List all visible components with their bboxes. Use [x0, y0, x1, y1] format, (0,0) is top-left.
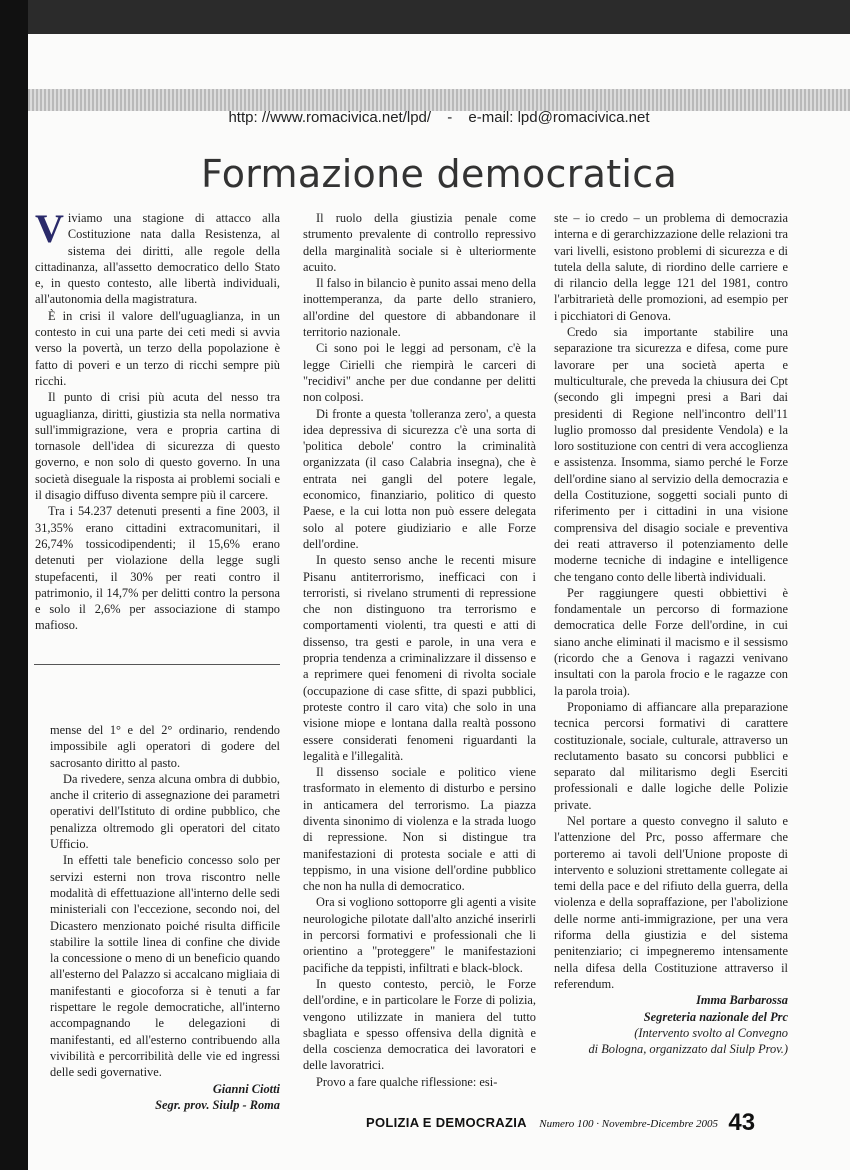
author-role: Segreteria nazionale del Prc [643, 1009, 788, 1024]
drop-cap: V [35, 206, 64, 251]
paragraph: Il falso in bilancio è punito assai meno della inottemperanza, da parte dello straniero, all'ordine del questore di abbandonare il territorio nazionale. [303, 276, 536, 340]
paragraph: In questo contesto, perciò, le Forze dell'ordine, e in particolare le Forze di polizia, vengono utilizzate in maniera del tutto sbagliata e spesso offensiva della dignità e della coscienza democratica dei lavoratori e delle lavoratrici. [303, 976, 536, 1073]
scan-edge [0, 0, 28, 1170]
paragraph: Per raggiungere questi obbiettivi è fondamentale un percorso di formazione democratica delle Forze dell'ordine, in cui siano anche eliminati il macismo e il sessismo (ricordo che a Genova i ragazzi venivano insultati con la parola frocio e le ragazze con la parola troia). [554, 585, 788, 698]
source-note: di Bologna, organizzato dal Siulp Prov.) [588, 1042, 788, 1057]
paragraph: Nel portare a questo convegno il saluto e l'attenzione del Prc, posso affermare che porteremo ai tavoli dell'Unione proposte di intervento e soluzioni strettamente collegate ai temi della pace e del rifiuto della guerra, della violenza e della sopraffazione, per l'abolizione delle norme anti-immigrazione, per una vera riforma della giustizia e del sistema penitenziario; ci impegneremo intensamente nella difesa della Costituzione attraverso il referendum. [554, 813, 788, 991]
header-band [28, 89, 850, 111]
website-link[interactable]: http: //www.romacivica.net/lpd/ [228, 109, 432, 126]
author-name: Imma Barbarossa [696, 993, 788, 1008]
paragraph: È in crisi il valore dell'uguaglianza, in un contesto in cui una parte dei ceti medi si avvia verso la povertà, un terzo della popolazione è fatto di poveri e un terzo di ricchi sempre più ricchi. [35, 308, 280, 388]
paragraph: Proponiamo di affiancare alla preparazione tecnica percorsi formativi di carattere costituzionale, sociale, culturale, attraverso un reclutamento basato su concorsi pubblici e separato dal militarismo degli Eserciti professionali e dalle logiche delle Polizie private. [554, 699, 788, 812]
column-1 [35, 206, 280, 634]
paragraph: Il dissenso sociale e politico viene trasformato in elemento di disturbo e persino in anticamera del terrorismo. La piazza diventa sinonimo di violenza e la strada luogo di repressione. Non si distingue tra manifestazioni di protesta sociale e atti di teppismo, in una visione dell'ordine pubblico che non ha nulla di democratico. [303, 765, 536, 894]
paragraph: Ora si vogliono sottoporre gli agenti a visite neurologiche pilotate dall'alto anziché inserirli in percorsi formativi e professionali che li orientino a "proteggere" le manifestazioni pacifiche da teppisti, infiltrati e black-block. [303, 895, 536, 975]
paragraph: In effetti tale beneficio concesso solo per servizi esterni non trova riscontro nelle modalità di effettuazione all'interno delle sedi ministeriali con l'eccezione, secondo noi, del Dicastero menzionato poiché risulta difficile stabilire la sottile linea di confine che divide la concessione o meno di un beneficio quando all'esterno del Palazzo si accalcano migliaia di manifestanti e giocoforza si è tenuti a far rispettare le regole democratiche, all'interno accompagnando le delegazioni di manifestanti, ed all'esterno contribuendo alla vivibilità e percorribilità delle vie ed ingressi delle sedi governative. [50, 853, 280, 1080]
paragraph: Provo a fare qualche riflessione: esi- [316, 1074, 498, 1089]
paragraph: ste – io credo – un problema di democrazia interna e di gerarchizzazione delle relazioni tra vari livelli, esistono problemi di sicurezza e di tutela della salute, di riordino delle carriere e di rilancio della legge 121 del 1981, contro l'arbitrarietà delle promozioni, ad esempio per i picchiatori di Genova. [554, 211, 788, 323]
article-title: Formazione democratica [200, 152, 678, 196]
paragraph: Il ruolo della giustizia penale come strumento prevalente di controllo repressivo della marginalità sociale si è ulteriormente acuito. [303, 211, 536, 274]
paragraph: Di fronte a questa 'tolleranza zero', a questa idea depressiva di sicurezza c'è una sorta di 'politica debole' contro la criminalità organizzata (il caso Calabria insegna), che è entrata nei gangli del potere legale, economico, finanziario, politico di questo Paese, e la cui lotta non può essere delegata solo al potere giudiziario e alle Forze dell'ordine. [303, 406, 536, 551]
author-name: Gianni Ciotti [212, 1081, 280, 1096]
email-link[interactable]: e-mail: lpd@romacivica.net [468, 109, 650, 126]
magazine-name: POLIZIA E DEMOCRAZIA [366, 1115, 527, 1130]
paragraph: mense del 1° e del 2° ordinario, rendendo impossibile agli operatori di godere del sacrosanto diritto al pasto. [50, 723, 280, 770]
issue-info: Numero 100 · Novembre-Dicembre 2005 [539, 1118, 718, 1130]
column-3 [554, 210, 788, 1057]
source-note: (Intervento svolto al Convegno [634, 1025, 788, 1040]
page-footer [366, 1109, 755, 1137]
page-number: 43 [728, 1109, 756, 1136]
paragraph: iviamo una stagione di attacco alla Costituzione nata dalla Resistenza, al sistema dei diritti, alle regole della cittadinanza, all'assetto democratico dello Stato e, in questo contesto, alle libertà individuali, all'autonomia della magistratura. [35, 211, 280, 307]
header-separator: - [447, 109, 453, 126]
author-role: Segr. prov. Siulp - Roma [155, 1097, 280, 1112]
column-2 [303, 210, 536, 1090]
paragraph: Da rivedere, senza alcuna ombra di dubbio, anche il criterio di assegnazione dei parametri operativi dell'Istituto di ordine pubblico, che penalizza oltremodo gli operatori del citato Ufficio. [50, 771, 280, 852]
paragraph: Tra i 54.237 detenuti presenti a fine 2003, il 31,35% erano cittadini extracomunitari, il 26,74% tossicodipendenti; il 15,6% erano detenuti per violazione della legge sugli stupefacenti, il 30% per reati contro il patrimonio, il 14,7% per delitti contro la persona e solo il 2,6% per associazione di stampo mafioso. [35, 504, 280, 633]
paragraph: In questo senso anche le recenti misure Pisanu antiterrorismo, inefficaci con i terroristi, si rivelano strumenti di repressione che non distinguono tra terrorismo e comportamenti violenti, tra questi e atti di dissenso, tra gesti e parole, in una vera e propria tendenza a criminalizzare il dissenso e a reprimere quei fenomeni di rivolta sociale (occupazione di case sfitte, di spazi pubblici, proteste contro il caro vita) che solo in una visione miope e lontana dalla realtà possono essere considerati fenomeni riguardanti la legalità e l'illegalità. [303, 553, 536, 763]
paragraph: Credo sia importante stabilire una separazione tra sicurezza e difesa, come pure lavorare per una società aperta e multiculturale, che preveda la chiusura dei Cpt (secondo gli impegni presi a Bari dai presidenti di Regione nell'incontro dell'11 luglio promosso dal presidente Vendola) e la loro sostituzione con centri di vera accoglienza e assistenza. Insomma, siamo perché le Forze dell'ordine siano al servizio della democrazia e della Costituzione, soggetti sociali punto di riferimento per i cittadini in una visione comprensiva del disagio sociale e preventiva dei reati attraverso il potenziamento delle moderne tecniche di indagine e intelligence che tengano conto delle libertà individuali. [554, 325, 788, 584]
column-1-bottom [50, 722, 280, 1113]
column-divider [34, 664, 280, 665]
header-links [28, 109, 850, 126]
magazine-page [28, 34, 850, 1170]
paragraph: Ci sono poi le leggi ad personam, c'è la legge Cirielli che riempirà le carceri di "recidivi" anche per due condanne per delitti non colposi. [303, 341, 536, 405]
paragraph: Il punto di crisi più acuta del nesso tra uguaglianza, diritti, giustizia sta nella normativa sull'immigrazione, vera e propria cartina di tornasole dell'idea di sicurezza di questo governo, e non solo di questo governo. In una società diseguale la risposta ai problemi sociali e il disagio diffuso diventa sempre più il carcere. [35, 390, 280, 503]
